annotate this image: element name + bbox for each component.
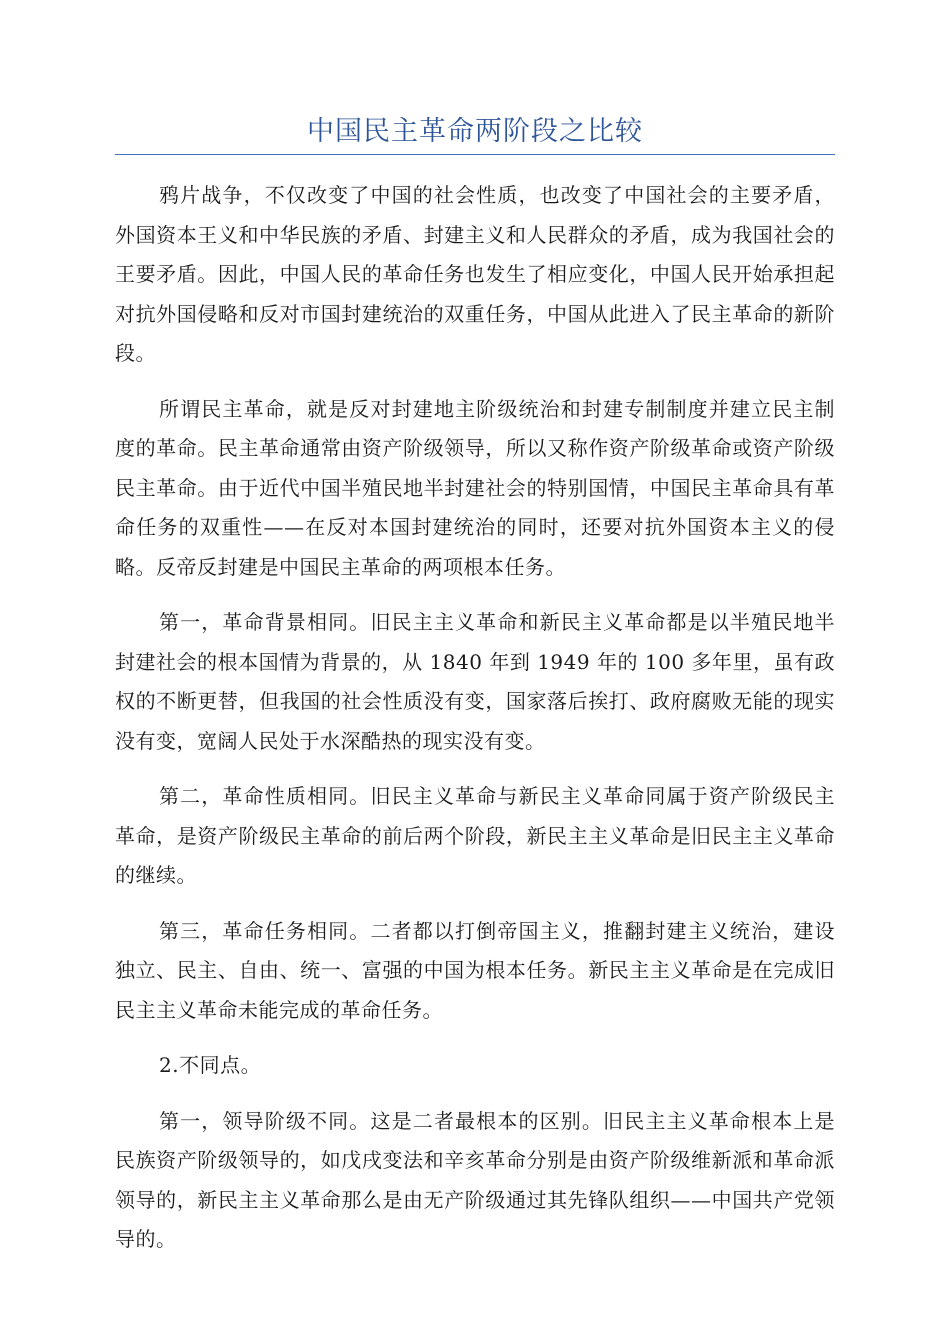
document-title: 中国民主革命两阶段之比较 (307, 116, 643, 147)
document-body (115, 176, 835, 1276)
paragraph-1: 鸦片战争，不仅改变了中国的社会性质，也改变了中国社会的主要矛盾，外国资本王义和中华民族的矛盾、封建主义和人民群众的矛盾，成为我国社会的王要矛盾。因此，中国人民的革命任务也发生了相应变化，中国人民开始承担起对抗外国侵略和反对市国封建统治的双重任务，中国从此进入了民主革命的新阶段。 (115, 183, 835, 365)
paragraph-6: 第一，领导阶级不同。这是二者最根本的区别。旧民主主义革命根本上是民族资产阶级领导的，如戊戌变法和辛亥革命分别是由资产阶级维新派和革命派领导的，新民主主义革命那么是由无产阶级通过其先锋队组织——中国共产党领导的。 (115, 1108, 835, 1251)
section-heading-differences: 2.不同点。 (159, 1053, 262, 1077)
title-underline (115, 154, 835, 155)
paragraph-3: 第一，革命背景相同。旧民主主义革命和新民主义革命都是以半殖民地半封建社会的根本国情为背景的，从 1840 年到 1949 年的 100 多年里，虽有政权的不断更替，但我国的社会性质没有变，国家落后挨打、政府腐败无能的现实没有变，宽阔人民处于水深酷热的现实没有变。 (115, 610, 835, 753)
paragraph-2: 所谓民主革命，就是反对封建地主阶级统治和封建专制制度并建立民主制度的革命。民主革命通常由资产阶级领导，所以又称作资产阶级革命或资产阶级民主革命。由于近代中国半殖民地半封建社会的特别国情，中国民主革命具有革命任务的双重性——在反对本国封建统治的同时，还要对抗外国资本主义的侵略。反帝反封建是中国民主革命的两项根本任务。 (115, 396, 835, 579)
paragraph-5: 第三，革命任务相同。二者都以打倒帝国主义，推翻封建主义统治，建设独立、民主、自由、统一、富强的中国为根本任务。新民主主义革命是在完成旧民主主义革命未能完成的革命任务。 (115, 918, 835, 1022)
paragraph-4: 第二，革命性质相同。旧民主义革命与新民主义革命同属于资产阶级民主革命，是资产阶级民主革命的前后两个阶段，新民主主义革命是旧民主主义革命的继续。 (115, 784, 835, 887)
